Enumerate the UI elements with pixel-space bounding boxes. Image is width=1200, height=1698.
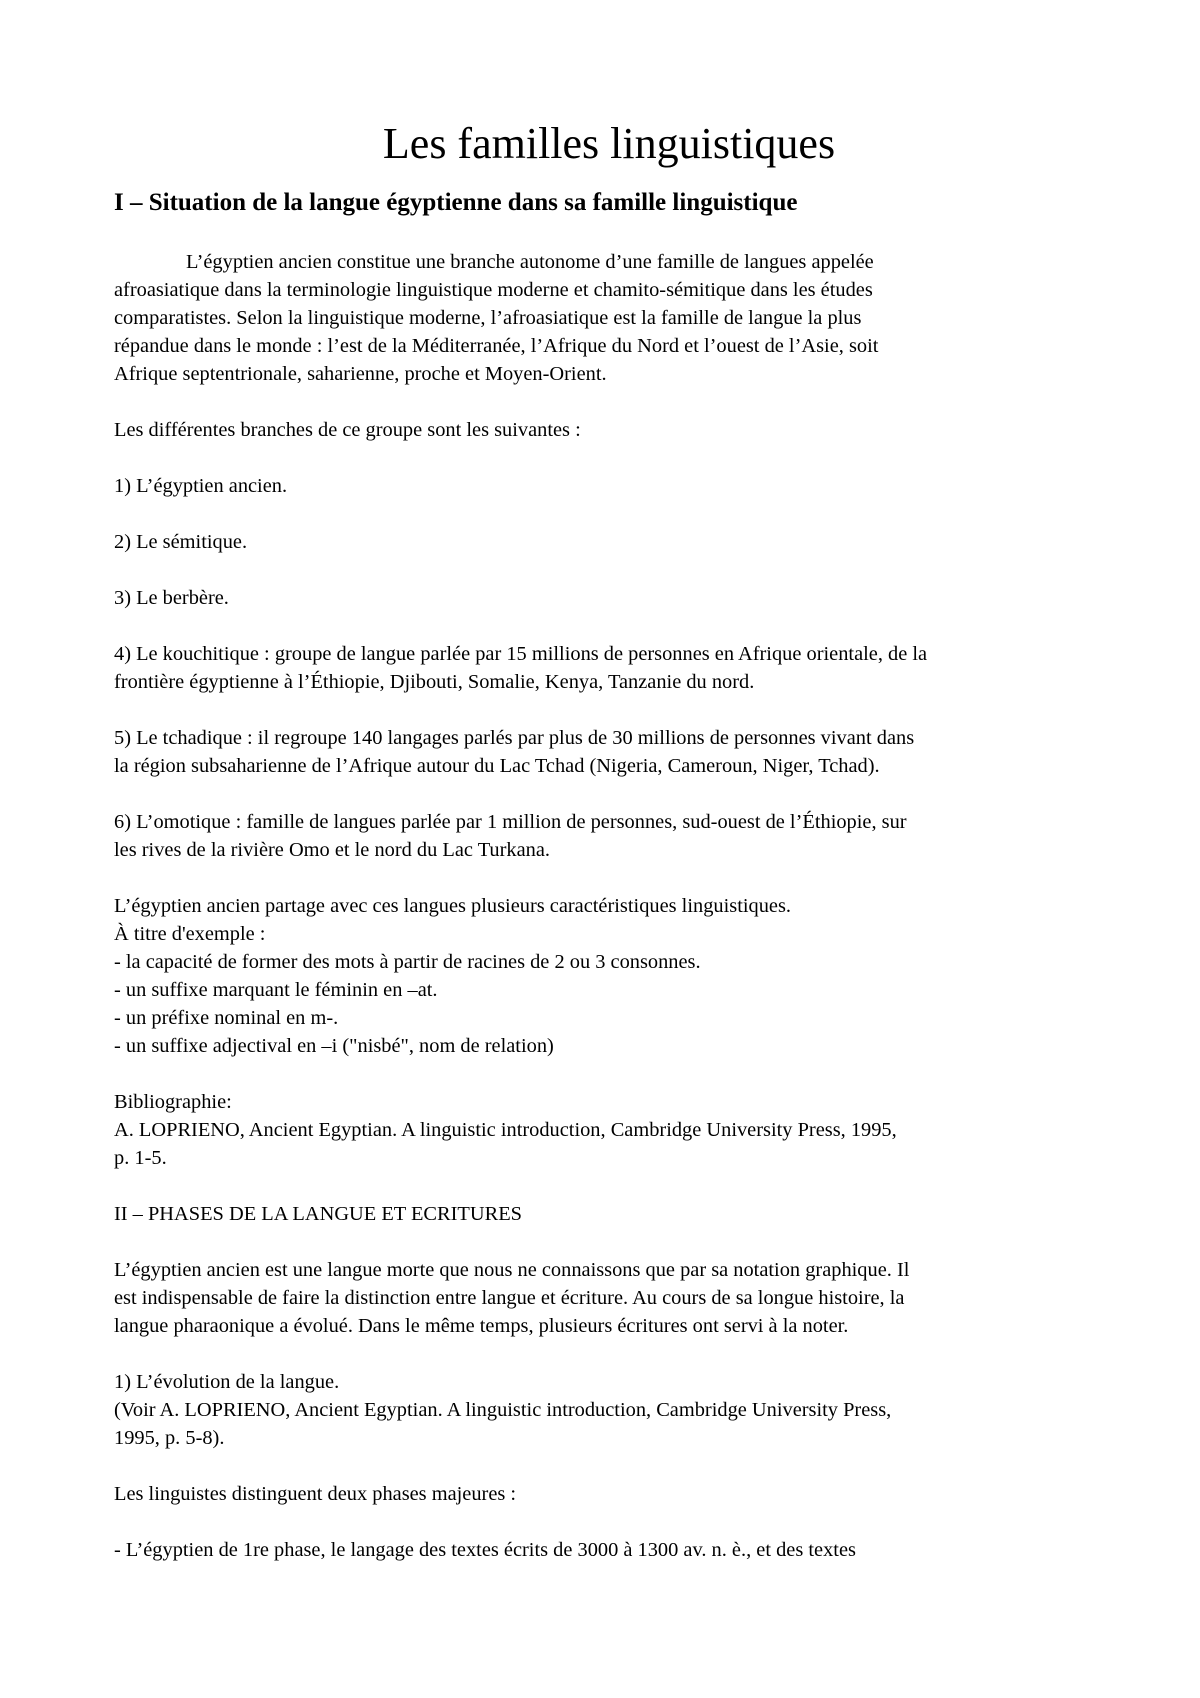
text-line: comparatistes. Selon la linguistique moderne, l’afroasiatique est la famille de langue la plus (114, 307, 862, 329)
list-item: - un préfixe nominal en m-. (114, 1007, 339, 1029)
text-line: Les différentes branches de ce groupe sont les suivantes : (114, 419, 581, 441)
section-1-heading: I – Situation de la langue égyptienne dans sa famille linguistique (114, 189, 798, 216)
branch-item (114, 640, 1104, 696)
document-title: Les familles linguistiques (382, 119, 836, 168)
bibliography-label: Bibliographie: (114, 1091, 232, 1113)
text-line: langue pharaonique a évolué. Dans le même temps, plusieurs écritures ont servi à la noter. (114, 1315, 849, 1337)
section-1-body (114, 220, 1104, 1564)
text-line: 1) L’égyptien ancien. (114, 475, 288, 497)
text-line: L’égyptien ancien constitue une branche autonome d’une famille de langues appelée (186, 251, 874, 273)
branch-item (114, 584, 1104, 612)
branch-item (114, 528, 1104, 556)
text-line: les rives de la rivière Omo et le nord du Lac Turkana. (114, 839, 551, 861)
phases-intro (114, 1480, 1104, 1508)
text-line: - L’égyptien de 1re phase, le langage des textes écrits de 3000 à 1300 av. n. è., et des textes (114, 1539, 856, 1561)
text-line: Les linguistes distinguent deux phases majeures : (114, 1483, 517, 1505)
list-item: - un suffixe adjectival en –i ("nisbé", nom de relation) (114, 1035, 554, 1057)
citation: p. 1-5. (114, 1147, 167, 1169)
text-line: 4) Le kouchitique : groupe de langue parlée par 15 millions de personnes en Afrique orientale, de la (114, 643, 928, 665)
text-line: L’égyptien ancien est une langue morte que nous ne connaissons que par sa notation graphique. Il (114, 1259, 910, 1281)
text-line: À titre d'exemple : (114, 923, 266, 945)
text-line: est indispensable de faire la distinction entre langue et écriture. Au cours de sa longue histoire, la (114, 1287, 905, 1309)
bibliography (114, 1088, 1104, 1172)
list-item: - la capacité de former des mots à partir de racines de 2 ou 3 consonnes. (114, 951, 701, 973)
text-line: Afrique septentrionale, saharienne, proche et Moyen-Orient. (114, 363, 607, 385)
evolution-paragraph (114, 1368, 1104, 1452)
text-line: frontière égyptienne à l’Éthiopie, Djibouti, Somalie, Kenya, Tanzanie du nord. (114, 671, 755, 693)
text-line: II – PHASES DE LA LANGUE ET ECRITURES (114, 1203, 523, 1225)
text-line: 3) Le berbère. (114, 587, 229, 609)
shared-features (114, 892, 1104, 1060)
list-item: - un suffixe marquant le féminin en –at. (114, 979, 438, 1001)
branch-item (114, 472, 1104, 500)
branches-intro (114, 416, 1104, 444)
text-line: répandue dans le monde : l’est de la Méditerranée, l’Afrique du Nord et l’ouest de l’Asie, soit (114, 335, 879, 357)
document-page (114, 118, 1104, 1564)
text-line: 1) L’évolution de la langue. (114, 1371, 340, 1393)
text-line: 1995, p. 5-8). (114, 1427, 225, 1449)
section-2-intro (114, 1256, 1104, 1340)
text-line: L’égyptien ancien partage avec ces langues plusieurs caractéristiques linguistiques. (114, 895, 791, 917)
phase-1-paragraph (114, 1536, 1104, 1564)
text-line: 2) Le sémitique. (114, 531, 248, 553)
text-line: afroasiatique dans la terminologie linguistique moderne et chamito-sémitique dans les études (114, 279, 873, 301)
section-2-heading (114, 1200, 1104, 1228)
text-line: la région subsaharienne de l’Afrique autour du Lac Tchad (Nigeria, Cameroun, Niger, Tchad). (114, 755, 880, 777)
text-line: 5) Le tchadique : il regroupe 140 langages parlés par plus de 30 millions de personnes vivant dans (114, 727, 915, 749)
branch-item (114, 808, 1104, 864)
text-line: 6) L’omotique : famille de langues parlée par 1 million de personnes, sud-ouest de l’Éthiopie, sur (114, 811, 907, 833)
text-line: (Voir A. LOPRIENO, Ancient Egyptian. A linguistic introduction, Cambridge University Press, (114, 1399, 892, 1421)
citation: A. LOPRIENO, Ancient Egyptian. A linguistic introduction, Cambridge University Press, 1995, (114, 1119, 897, 1141)
intro-paragraph (114, 248, 1104, 388)
branch-item (114, 724, 1104, 780)
